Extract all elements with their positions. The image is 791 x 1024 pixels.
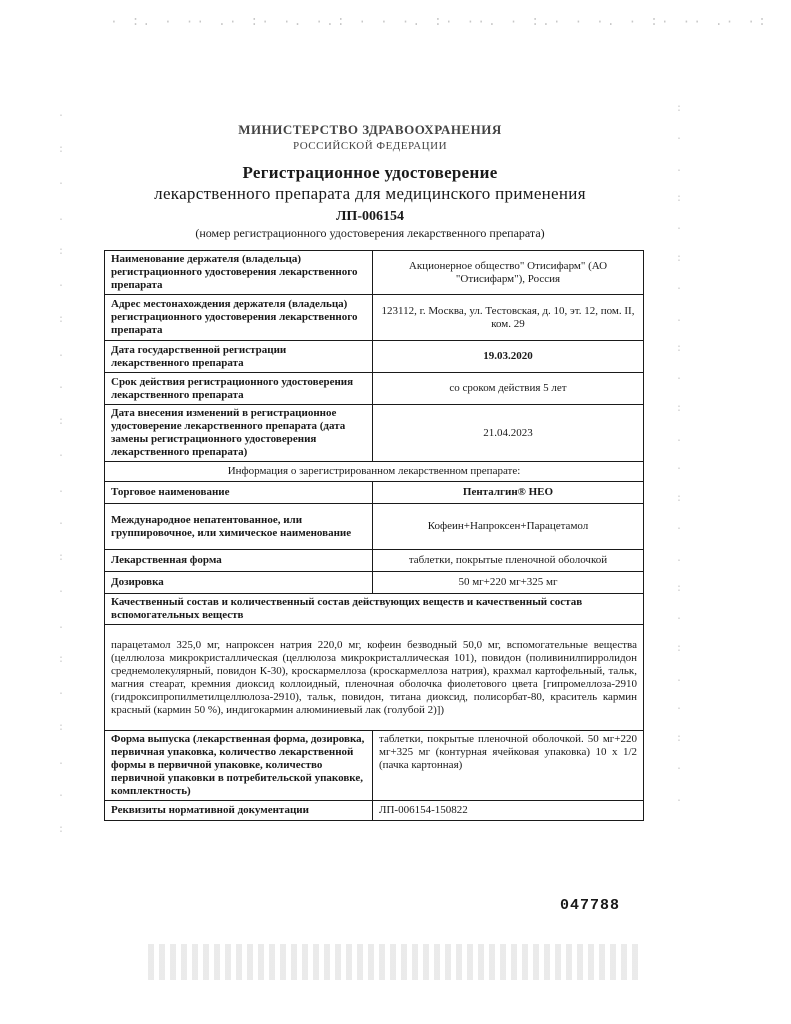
table-row-inn (105, 504, 644, 550)
composition-value: парацетамол 325,0 мг, напроксен натрия 220,0 мг, кофеин безводный 50,0 мг, вспомогательные вещества (целлюлоза микрокристаллическая (целлюлоза микрокристаллическая 101), повидон (поливинилпирролидон среднемолекулярный, повидон К-30), кроскармеллоза (кроскармеллоза натрия), крахмал картофельный, тальк, магния стеарат, кремния диоксид коллоидный, пленочная оболочка фиолетового цвета [гипромеллоза-2910 (гидроксипропилметилцеллюлоза-2910), тальк, повидон, титана диоксид, полисорбат-80, краситель кармин красный (кармин 50 %), индигокармин алюминиевый лак (голубой 2)]) (105, 625, 644, 731)
scan-noise-right: : · . : · : · . : · : . · : · . : · : . · : · . (676, 104, 683, 805)
table-row-composition-header (105, 594, 644, 625)
inn-value: Кофеин+Напроксен+Парацетамол (373, 504, 644, 550)
release-value: таблетки, покрытые пленочной оболочкой. 50 мг+220 мг+325 мг (контурная ячейковая упаковка) 10 х 1/2 (пачка картонная) (373, 731, 644, 801)
dosage-value: 50 мг+220 мг+325 мг (373, 572, 644, 594)
form-label: Лекарственная форма (105, 550, 373, 572)
registration-number: ЛП-006154 (336, 209, 404, 224)
reg-date-label: Дата государственной регистрации лекарственного препарата (105, 341, 373, 373)
reg-date-value: 19.03.2020 (373, 341, 644, 373)
table-row-regdoc (105, 801, 644, 821)
table-row-holder (105, 251, 644, 295)
scan-noise-top: · :. · ·· .· :· ·. ·.: · · ·. :· ··. · :.· · ·. · :· ·· .· ·: (110, 14, 769, 29)
table-row-reg-date (105, 341, 644, 373)
holder-label: Наименование держателя (владельца) регистрационного удостоверения лекарственного препарата (105, 251, 373, 295)
ministry-name (110, 122, 630, 154)
ministry-line2: РОССИЙСКОЙ ФЕДЕРАЦИИ (292, 140, 448, 152)
bottom-stamp-mark (148, 944, 638, 980)
document-serial-number: 047788 (560, 897, 621, 914)
composition-label: Качественный состав и количественный состав действующих веществ и качественный состав вспомогательных веществ (105, 594, 644, 625)
holder-value: Акционерное общество" Отисифарм" (АО "Отисифарм"), Россия (373, 251, 644, 295)
release-label: Форма выпуска (лекарственная форма, дозировка, первичная упаковка, количество лекарственной формы в первичной упаковке, количество первичной упаковки в потребительской упаковке, комплектность) (105, 731, 373, 801)
document-subtitle: лекарственного препарата для медицинского применения (154, 184, 586, 203)
validity-label: Срок действия регистрационного удостоверения лекарственного препарата (105, 373, 373, 405)
regdoc-value: ЛП-006154-150822 (373, 801, 644, 821)
validity-value: со сроком действия 5 лет (373, 373, 644, 405)
table-row-info-header (105, 462, 644, 482)
table-row-release (105, 731, 644, 801)
table-row-address (105, 295, 644, 341)
regdoc-label: Реквизиты нормативной документации (105, 801, 373, 821)
table-row-form (105, 550, 644, 572)
table-row-composition (105, 625, 644, 731)
table-row-validity (105, 373, 644, 405)
scan-noise-left: · : · . : · : . · : · . · : · . : · : . · : (58, 111, 65, 836)
trade-name-label: Торговое наименование (105, 482, 373, 504)
ministry-line1: МИНИСТЕРСТВО ЗДРАВООХРАНЕНИЯ (238, 122, 502, 137)
address-value: 123112, г. Москва, ул. Тестовская, д. 10, эт. 12, пом. II, ком. 29 (373, 295, 644, 341)
document-title: Регистрационное удостоверение (242, 163, 498, 182)
table-row-changes (105, 405, 644, 462)
changes-value: 21.04.2023 (373, 405, 644, 462)
inn-label: Международное непатентованное, или группировочное, или химическое наименование (105, 504, 373, 550)
form-value: таблетки, покрытые пленочной оболочкой (373, 550, 644, 572)
registration-table (104, 250, 644, 821)
registration-number-note: (номер регистрационного удостоверения лекарственного препарата) (195, 226, 545, 240)
changes-label: Дата внесения изменений в регистрационное удостоверение лекарственного препарата (дата замены регистрационного удостоверения лекарственного препарата) (105, 405, 373, 462)
trade-name-value: Пенталгин® НЕО (373, 482, 644, 504)
table-row-trade-name (105, 482, 644, 504)
address-label: Адрес местонахождения держателя (владельца) регистрационного удостоверения лекарственного препарата (105, 295, 373, 341)
dosage-label: Дозировка (105, 572, 373, 594)
info-header: Информация о зарегистрированном лекарственном препарате: (105, 462, 644, 482)
table-row-dosage (105, 572, 644, 594)
